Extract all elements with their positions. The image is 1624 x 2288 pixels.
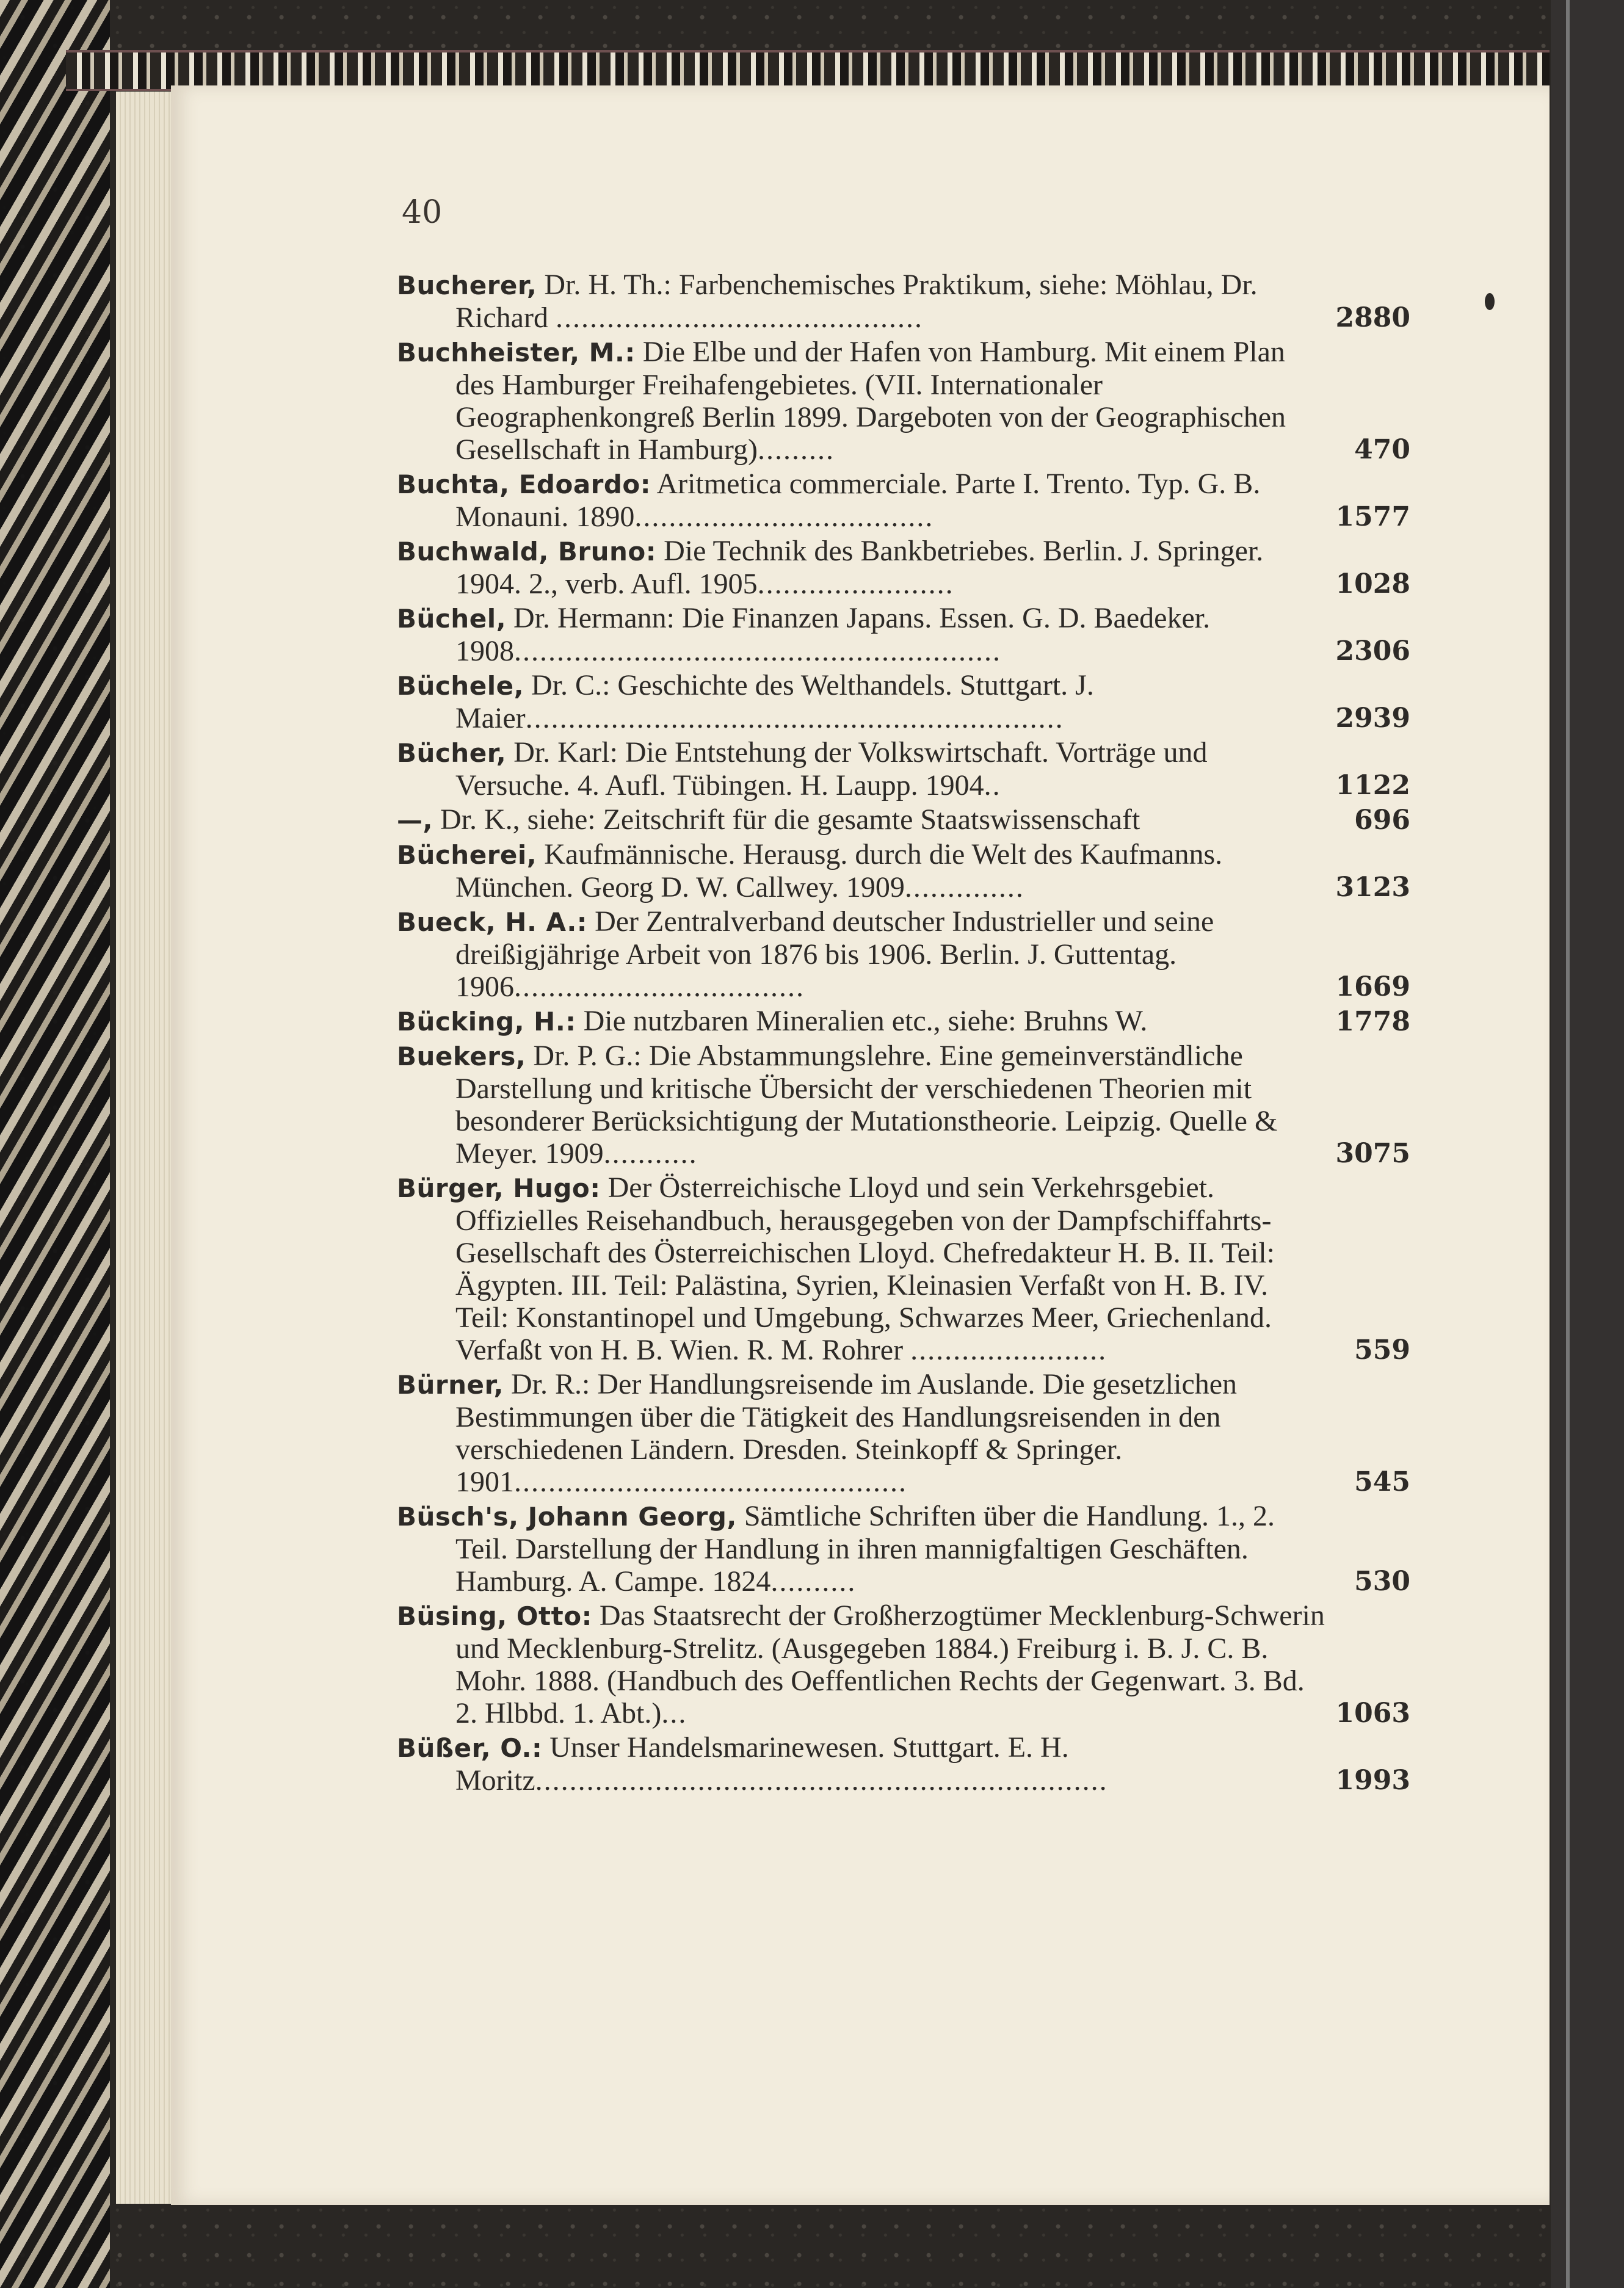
entry-text: Aritmetica commerciale. Parte I. Trento. Typ. G. B. Monauni. 1890 <box>455 468 1261 533</box>
entry-dots: ......................................................... <box>514 635 1001 667</box>
list-item <box>397 468 1410 533</box>
entry-text: Dr. H. Th.: Farbenchemisches Praktikum, siehe: Möhlau, Dr. Richard <box>455 269 1258 334</box>
entry-number: 1122 <box>1335 770 1410 801</box>
entry-number: 1993 <box>1335 1765 1410 1796</box>
entry-author: Büsing, Otto: <box>397 1601 592 1631</box>
marbled-cover-edge <box>0 0 110 2288</box>
entry-dots: ................................................................... <box>535 1764 1108 1797</box>
entry-text: Dr. P. G.: Die Abstammungslehre. Eine gemeinverständliche Darstellung und kritische Übersicht der verschiedenen Theorien mit besonderer Berücksichtigung der Mutationstheorie. Leipzig. Quelle & Meyer. 1909 <box>455 1040 1278 1170</box>
marbled-top-band <box>66 50 1550 91</box>
entry-number: 530 <box>1354 1566 1410 1597</box>
entry-author: —, <box>397 805 433 835</box>
entry-text: Kaufmännische. Herausg. durch die Welt des Kaufmanns. München. Georg D. W. Callwey. 1909 <box>455 838 1223 903</box>
entry-number: 470 <box>1354 434 1410 465</box>
entry-number: 1028 <box>1335 568 1410 599</box>
entry-text: Sämtliche Schriften über die Handlung. 1., 2. Teil. Darstellung der Handlung in ihren mannigfaltigen Geschäften. Hamburg. A. Campe. 1824 <box>455 1500 1275 1598</box>
entry-author: Bueck, H. A.: <box>397 907 588 937</box>
entry-author: Bürger, Hugo: <box>397 1173 601 1203</box>
entry-number: 1778 <box>1335 1006 1410 1037</box>
entry-number: 3075 <box>1335 1138 1410 1169</box>
list-item <box>397 669 1410 734</box>
entry-text: Der Zentralverband deutscher Industrieller und seine dreißigjährige Arbeit von 1876 bis 1906. Berlin. J. Guttentag. 1906 <box>455 905 1214 1003</box>
entry-author: Bücking, H.: <box>397 1007 576 1037</box>
entry-dots: ........................................... <box>555 302 923 334</box>
list-item <box>397 1500 1410 1598</box>
entry-author: Büsch's, Johann Georg, <box>397 1502 737 1532</box>
entry-text: Das Staatsrecht der Großherzogtümer Mecklenburg-Schwerin und Mecklenburg-Strelitz. (Ausgegeben 1884.) Freiburg i. B. J. C. B. Mohr. 1888. (Handbuch des Oeffentlichen Rechts der Gegenwart. 3. Bd. 2. Hlbbd. 1. Abt.) <box>455 1599 1325 1729</box>
entry-author: Buchheister, M.: <box>397 338 636 367</box>
entry-dots: .. <box>984 769 1001 802</box>
entry-dots: ....................... <box>757 568 954 600</box>
list-item <box>397 1368 1410 1498</box>
entry-dots: .......... <box>770 1565 857 1598</box>
index-entries <box>397 269 1410 1798</box>
list-item <box>397 838 1410 903</box>
page-number: 40 <box>402 194 443 231</box>
entry-number: 3123 <box>1335 872 1410 903</box>
entry-dots: ............................................................... <box>525 702 1064 734</box>
entry-number: 2939 <box>1335 703 1410 734</box>
entry-text: Die Technik des Bankbetriebes. Berlin. J. Springer. 1904. 2., verb. Aufl. 1905 <box>455 535 1264 600</box>
list-item <box>397 1005 1410 1038</box>
list-item <box>397 1731 1410 1797</box>
entry-text: Dr. Hermann: Die Finanzen Japans. Essen. G. D. Baedeker. 1908 <box>455 602 1211 667</box>
entry-text: Dr. K., siehe: Zeitschrift für die gesamte Staatswissenschaft <box>432 803 1140 836</box>
entry-dots: ................................... <box>634 501 934 533</box>
entry-author: Bücherei, <box>397 840 537 870</box>
entry-dots: ....................... <box>910 1334 1107 1366</box>
spine-line <box>1566 0 1570 2288</box>
entry-dots: .............. <box>904 871 1024 903</box>
ink-mark <box>1485 293 1495 310</box>
list-item <box>397 535 1410 600</box>
entry-number: 1063 <box>1335 1698 1410 1729</box>
entry-text: Dr. C.: Geschichte des Welthandels. Stuttgart. J. Maier <box>455 669 1094 734</box>
entry-number: 696 <box>1354 805 1410 836</box>
entry-author: Buchta, Edoardo: <box>397 469 651 499</box>
cover-spine <box>1551 0 1624 2288</box>
entry-number: 545 <box>1354 1466 1410 1497</box>
entry-text: Die nutzbaren Mineralien etc., siehe: Bruhns W. <box>576 1005 1148 1037</box>
entry-number: 1669 <box>1335 971 1410 1002</box>
list-item <box>397 602 1410 667</box>
entry-text: Dr. Karl: Die Entstehung der Volkswirtschaft. Vorträge und Versuche. 4. Aufl. Tübingen. H. Laupp. 1904 <box>455 736 1208 802</box>
entry-author: Büßer, O.: <box>397 1733 543 1763</box>
entry-dots: ... <box>661 1697 687 1729</box>
entry-number: 2306 <box>1335 635 1410 667</box>
entry-dots: .................................. <box>514 971 805 1003</box>
list-item <box>397 336 1410 466</box>
entry-number: 559 <box>1354 1334 1410 1366</box>
entry-text: Der Österreichische Lloyd und sein Verkehrsgebiet. Offizielles Reisehandbuch, herausgegeben von der Dampfschiffahrts-Gesellschaft des Österreichischen Lloyd. Chefredakteur H. B. II. Teil: Ägypten. III. Teil: Palästina, Syrien, Kleinasien Verfaßt von H. B. IV. Teil: Konstantinopel und Umgebung, Schwarzes Meer, Griechenland. Verfaßt von H. B. Wien. R. M. Rohrer <box>455 1171 1275 1366</box>
entry-author: Bürner, <box>397 1370 504 1400</box>
list-item <box>397 1599 1410 1729</box>
list-item <box>397 269 1410 334</box>
entry-author: Büchel, <box>397 604 507 634</box>
entry-number: 1577 <box>1335 501 1410 532</box>
entry-author: Bucherer, <box>397 270 537 300</box>
entry-author: Büchele, <box>397 671 524 701</box>
entry-author: Buchwald, Bruno: <box>397 537 657 567</box>
entry-text: Dr. R.: Der Handlungsreisende im Auslande. Die gesetzlichen Bestimmungen über die Tätigkeit des Handlungsreisenden in den verschiedenen Ländern. Dresden. Steinkopff & Springer. 1901 <box>455 1368 1238 1498</box>
entry-number: 2880 <box>1335 302 1410 333</box>
list-item <box>397 803 1410 836</box>
list-item <box>397 905 1410 1003</box>
entry-dots: ......... <box>757 433 835 466</box>
entry-text: Die Elbe und der Hafen von Hamburg. Mit einem Plan des Hamburger Freihafengebietes. (VII. Internationaler Geographenkongreß Berlin 1899. Dargeboten von der Geographischen Gesellschaft in Hamburg) <box>455 336 1286 466</box>
list-item <box>397 1171 1410 1366</box>
entry-dots: .............................................. <box>514 1466 907 1498</box>
entry-text: Unser Handelsmarinewesen. Stuttgart. E. H. Moritz <box>455 1731 1069 1797</box>
entry-author: Bücher, <box>397 738 507 768</box>
list-item <box>397 1040 1410 1170</box>
list-item <box>397 736 1410 802</box>
entry-author: Buekers, <box>397 1041 526 1071</box>
entry-dots: ........... <box>603 1137 698 1170</box>
